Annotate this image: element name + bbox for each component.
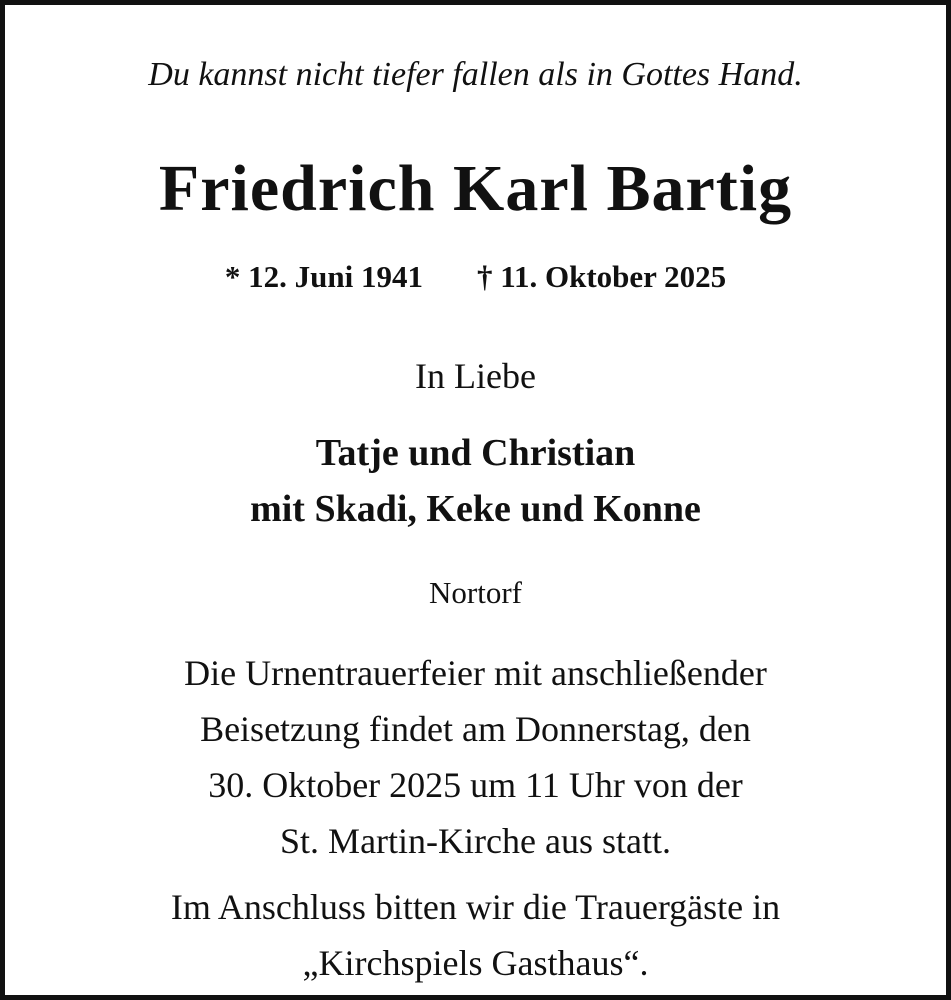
ceremony-line: Beisetzung findet am Donnerstag, den (200, 709, 751, 749)
deceased-name: Friedrich Karl Bartig (158, 152, 793, 225)
closing-line: Im Anschluss bitten wir die Trauergäste in (170, 887, 781, 927)
mourners-block (5, 425, 946, 537)
ceremony-line: Die Urnentrauerfeier mit anschließender (184, 653, 767, 693)
mourners-line: mit Skadi, Keke und Konne (250, 488, 701, 530)
bible-motto: Du kannst nicht tiefer fallen als in Gottes Hand. (148, 56, 803, 93)
farewell-phrase: In Liebe (415, 356, 536, 396)
birth-date: * 12. Juni 1941 (224, 259, 423, 294)
ceremony-details (5, 645, 946, 869)
life-dates (5, 257, 946, 297)
closing-line: „Kirchspiels Gasthaus“. (302, 943, 649, 983)
ceremony-line: St. Martin-Kirche aus statt. (280, 821, 671, 861)
place-name: Nortorf (429, 575, 522, 610)
mourners-line: Tatje und Christian (315, 432, 636, 474)
death-date: † 11. Oktober 2025 (476, 259, 727, 294)
closing-invitation (5, 879, 946, 991)
ceremony-line: 30. Oktober 2025 um 11 Uhr von der (208, 765, 743, 805)
